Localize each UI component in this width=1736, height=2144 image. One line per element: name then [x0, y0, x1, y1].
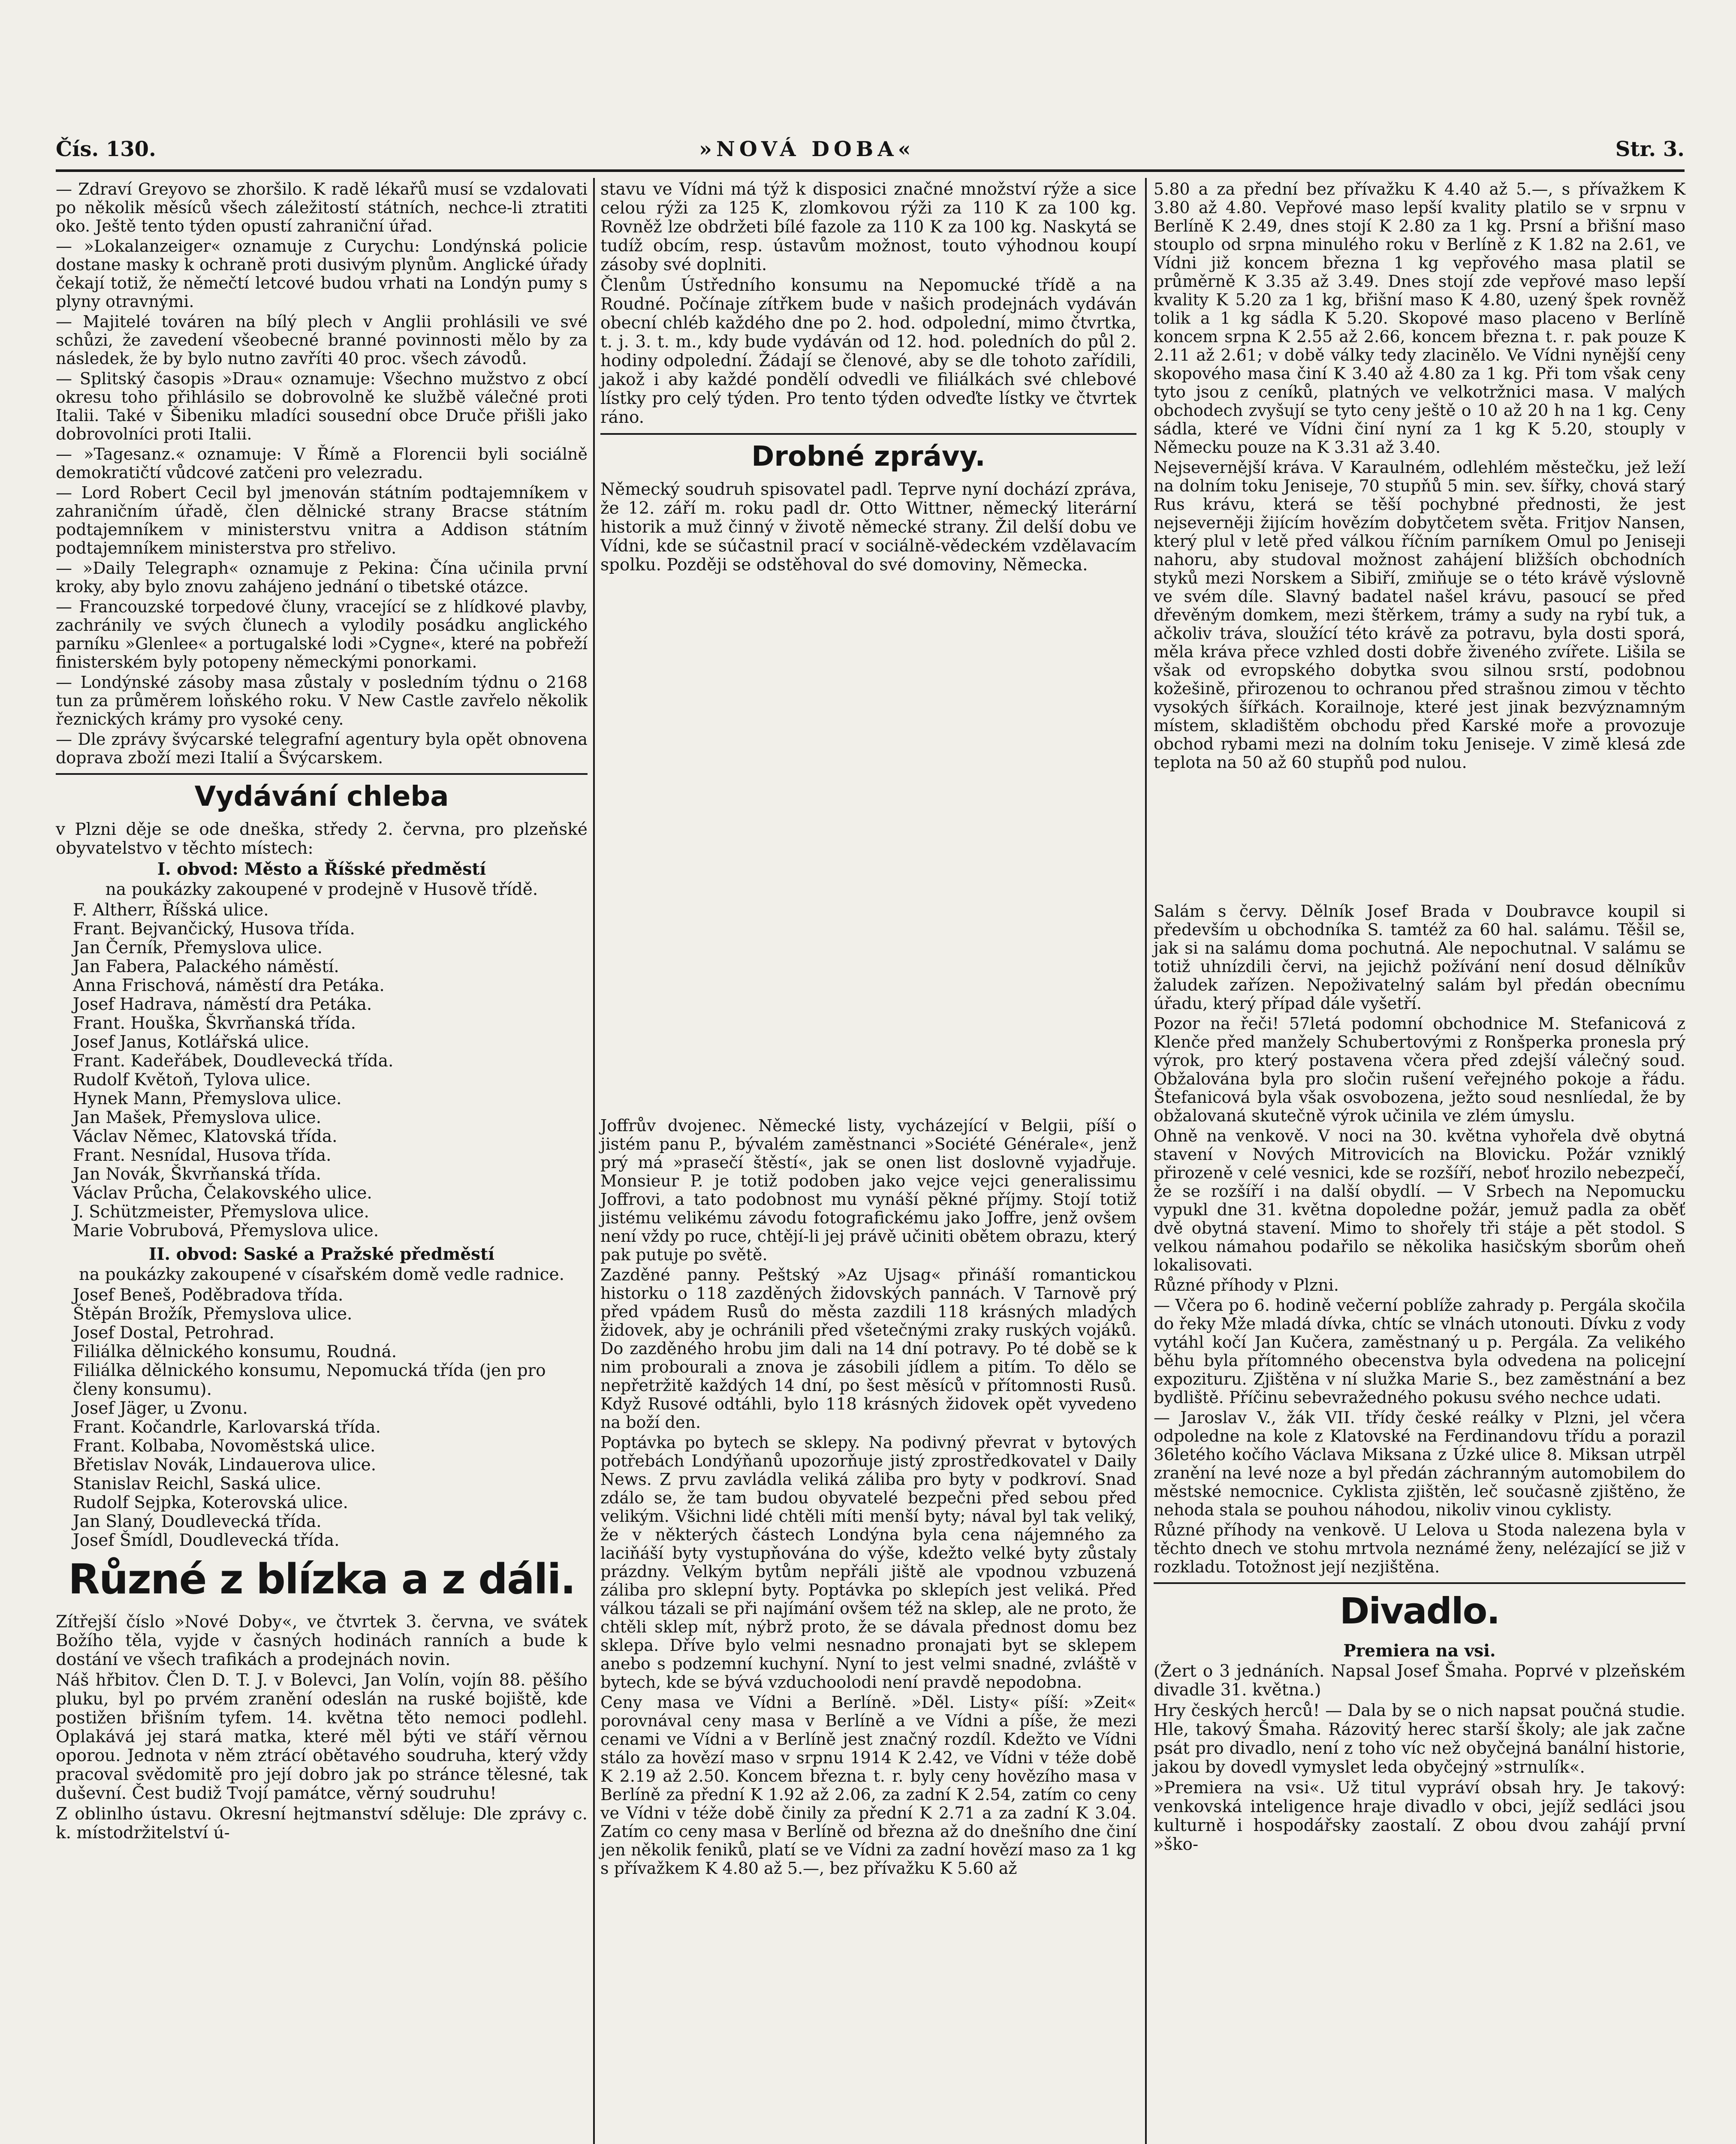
articles-mid	[1154, 902, 1685, 1576]
theatre-subheading: Premiera na vsi.	[1343, 1641, 1496, 1661]
section-divider	[600, 433, 1136, 435]
list-item: Václav Průcha, Čelakovského ulice.	[73, 1183, 372, 1203]
blank-space	[1154, 774, 1685, 902]
list-item: Stanislav Reichl, Saská ulice.	[73, 1474, 322, 1494]
header-rule	[56, 169, 1685, 172]
article-paragraph: stavu ve Vídni má týž k disposici značné množství rýže a sice celou rýži za 125 K, zlomkovou rýži za 110 K za 100 kg. Rovněž lze obdržeti bílé fazole za 110 K za 100 kg. Naskytá se tudíž obcím, resp. ústavům možnost, touto výhodnou koupí zásoby své doplniti.	[600, 180, 1136, 274]
list-item: Josef Dostal, Petrohrad.	[73, 1323, 274, 1343]
list-item: Filiálka dělnického konsumu, Roudná.	[73, 1342, 397, 1361]
article-paragraph: Salám s červy. Dělník Josef Brada v Doubravce koupil si především u obchodníka S. tamtéž za 60 hal. salámu. Těšil se, jak si na salámu doma pochutná. Ale nepochutnal. V salámu se totiž uhnízdili červi, na jejichž požívání není dosud dělníkův žaludek zařízen. Nepoživatelný salám byl předán obecnímu úřadu, který případ dále vyšetří.	[1154, 902, 1685, 1013]
list-item: Štěpán Brožík, Přemyslova ulice.	[73, 1304, 353, 1324]
list-item: Jan Černík, Přemyslova ulice.	[73, 938, 322, 958]
list-item: Frant. Houška, Škvrňanská třída.	[73, 1014, 356, 1033]
district2-list	[56, 1286, 588, 1550]
news-briefs	[56, 180, 588, 767]
list-item: Jan Mašek, Přemyslova ulice.	[73, 1108, 322, 1127]
bread-intro: v Plzni děje se ode dneška, středy 2. června, pro plzeňské obyvatelstvo v těchto místech:	[56, 820, 588, 858]
article-paragraph: Poptávka po bytech se sklepy. Na podivný převrat v bytových potřebách Londýňanů upozorňuje jistý zprostředkovatel v Daily News. Z prvu zavládla veliká záliba pro byty v podkroví. Snad zdálo se, že tam budou obyvatelé bezpečni před sebou před velikým. Všichni lidé chtěli míti menší byty; nával byl tak veliký, že v některých částech Londýna byla cena nájemného za laciňáší byty vystupňována do výše, kdežto velké byty zůstaly prázdny. Velkým bytům nepřáli jiště ale vpodnou vzbuzená záliba pro sklepní byty. Poptávka po sklepích jest veliká. Před válkou tázali se při najímání ovšem též na sklep, ale ne proto, že chtěli sklep mít, nýbrž proto, že se dávala přednost domu bez sklepa. Dříve bylo velmi nesnadno pronajati byt se sklepem anebo s podzemní kuchyní. Nyní to jest velmi snadné, zvláště v bytech, kde se bývá vzduchoolodi není pravdě nepodobna.	[600, 1433, 1136, 1692]
news-paragraph: — »Tagesanz.« oznamuje: V Římě a Florencii byli sociálně demokratičtí vůdcové zatčeni pro velezradu.	[56, 445, 588, 482]
near-far-heading: Různé z blízka a z dáli.	[68, 1555, 576, 1603]
list-item: Rudolf Květoň, Tylova ulice.	[73, 1070, 311, 1090]
theatre-heading: Divadlo.	[1339, 1590, 1500, 1632]
list-item: Břetislav Novák, Lindauerova ulice.	[73, 1455, 377, 1475]
list-item: Jan Slaný, Doudlevecká třída.	[73, 1512, 322, 1531]
article-paragraph: — Včera po 6. hodině večerní poblíže zahrady p. Pergála skočila do řeky Mže mladá dívka, chtíc se vlnách utonouti. Dívku z vody vytáhl kočí Jan Kučera, zaměstnaný u p. Pergála. Za velikého běhu byla přítomného obecenstva byla odvedena na policejní expozituru. Zjištěna v ní služka Marie S., bez zaměstnání a bez bydliště. Příčinu sebevražedného pokusu svého nechce udati.	[1154, 1296, 1685, 1407]
list-item: Frant. Bejvančický, Husova třída.	[73, 919, 355, 939]
list-item: Jan Fabera, Palackého náměstí.	[73, 957, 339, 976]
theatre-review	[1154, 1662, 1685, 1854]
list-item: Václav Němec, Klatovská třída.	[73, 1127, 338, 1146]
news-paragraph: — Dle zprávy švýcarské telegrafní agentury byla opět obnovena doprava zboží mezi Italií a Švýcarskem.	[56, 730, 588, 767]
column-1	[56, 180, 588, 1844]
column-3	[1154, 180, 1685, 1856]
news-paragraph: — Majitelé továren na bílý plech v Anglii prohlásili ve své schůzi, že zavedení všeobecné branné povinnosti mělo by za následek, že by bylo nutno zavříti 40 proc. všech závodů.	[56, 312, 588, 368]
article-paragraph: — Jaroslav V., žák VII. třídy české reálky v Plzni, jel včera odpoledne na kole z Klatovské na Ferdinandovu třídu a porazil 36letého kočího Václava Miksana z Úzké ulice 8. Miksan utrpěl zranění na levé noze a byl předán záchranným automobilem do městské nemocnice. Cyklista zjištěn, leč současně zjištěno, že nehoda stala se pouhou náhodou, nikoliv vinou cyklisty.	[1154, 1408, 1685, 1519]
list-item: Hynek Mann, Přemyslova ulice.	[73, 1089, 342, 1108]
district1-intro: na poukázky zakoupené v prodejně v Husově třídě.	[105, 880, 538, 899]
news-paragraph: — Francouzské torpedové čluny, vracející se z hlídkové plavby, zachránily ve svých člunech a vylodily posádku anglického parníku »Glenlee« a portugalské lodi »Cygne«, které na pobřeží finisterském byly potopeny německými ponorkami.	[56, 597, 588, 672]
page-number: Str. 3.	[1615, 137, 1685, 161]
list-item: Frant. Kadeřábek, Doudlevecká třída.	[73, 1051, 394, 1071]
article-paragraph: Zazděné panny. Peštský »Az Ujsag« přináší romantickou historku o 118 zazděných židovských pannách. V Tarnově prý před vpádem Rusů do města zazdili 118 krásných mladých židovek, aby je ochránili před všetečnými zraky ruských vojáků. Do zazděného hrobu jim dali na 14 dní potravy. Po té době se k nim probourali a znova je zásobili jídlem a pitím. To dělo se nepřetržitě každých 14 dní, po šest měsíců v přítomnosti Rusů. Když Rusové odtáhli, bylo 118 krásných židovek opět vyvedeno na boží den.	[600, 1265, 1136, 1432]
article-paragraph: Německý soudruh spisovatel padl. Teprve nyní dochází zpráva, že 12. září m. roku padl dr. Otto Wittner, německý literární historik a muž činný v životě německé strany. Žil delší dobu ve Vídni, kde se súčastnil prací v sociálně-vědeckém vzdělavacím spolku. Později se odstěhoval do své domoviny, Německa.	[600, 480, 1136, 575]
news-paragraph: — Londýnské zásoby masa zůstaly v posledním týdnu o 2168 tun za průměrem loňského roku. V New Castle zavřelo několik řeznických krámy pro vysoké ceny.	[56, 673, 588, 729]
articles-top	[600, 180, 1136, 427]
list-item: Josef Jäger, u Zvonu.	[73, 1399, 248, 1418]
district2-intro: na poukázky zakoupené v císařském domě vedle radnice.	[79, 1265, 564, 1284]
article-paragraph: Různé příhody v Plzni.	[1154, 1276, 1339, 1295]
article-paragraph: Hry českých herců! — Dala by se o nich napsat poučná studie. Hle, takový Šmaha. Rázovitý herec starší školy; ale jak začne psát pro divadlo, není z toho víc než obyčejná banální historie, jakou by dovedl vymyslet leda obyčejný »strnulík«.	[1154, 1701, 1685, 1777]
district1-heading: I. obvod: Město a Říšské předměstí	[157, 859, 486, 879]
short-news-heading: Drobné zprávy.	[751, 441, 986, 473]
list-item: Rudolf Sejpka, Koterovská ulice.	[73, 1493, 348, 1512]
article-paragraph: Z oblinlho ústavu. Okresní hejtmanství sděluje: Dle zprávy c. k. místodržitelství ú-	[56, 1804, 588, 1843]
article-paragraph: Nejsevernější kráva. V Karaulném, odlehlém městečku, jež leží na dolním toku Jeniseje, 70 stupňů 5 min. sev. šířky, chová starý Rus krávu, která se těší pochybné přednosti, že jest nejseverněji žijícím hovězím dobytčetem světa. Fritjov Nansen, který plul v letě před válkou říčním parníkem Omul po Jeniseji nahoru, aby studoval možnost zahájení bližších obchodních styků mezi Norskem a Sibiří, zmiňuje se o této krávě výslovně ve svém díle. Slavný badatel našel krávu, pasoucí se před dřevěným domkem, mezi štěrkem, trámy a sudy na rybí tuk, a ačkoliv tráva, sloužící této krávě za potravu, byla dosti sporá, měla kráva přece vzhled dosti dobře živeného zvířete. Lišila se však od evropského dobytka svou silnou srstí, podobnou kožešině, přirozenou to ochranou před strašnou zimou v těchto vysokých šířkách. Korailnoje, které jest jinak bezvýznamným místem, skladištěm obchodu před Karské moře a provozuje obchod rybami mezi na dolním toku Jeniseje. V zimě klesá zde teplota na 50 až 60 stupňů pod nulou.	[1154, 458, 1685, 772]
column-divider-1	[593, 178, 595, 2144]
list-item: Josef Beneš, Poděbradova třída.	[73, 1286, 344, 1305]
article-paragraph: Pozor na řeči! 57letá podomní obchodnice M. Stefanicová z Klenče před manžely Schubertovými z Ronšperka pronesla prý výrok, pro který postavena včera před zdejší válečný soud. Obžalována byla pro sločin rušení veřejného pokoje a řádu. Štefanicová byla však osvobozena, ježto soud nesnlíedal, že by obžalovaná skutečně výrok učinila ve zlém úmyslu.	[1154, 1014, 1685, 1125]
news-paragraph: — Splitský časopis »Drau« oznamuje: Všechno mužstvo z obcí okresu toho přihlásilo se dobrovolně ke službě válečné proti Italii. Také v Šibeniku mladíci sousední obce Druče přišli jako dobrovolníci proti Italii.	[56, 369, 588, 443]
news-paragraph: — Zdraví Greyovo se zhoršilo. K radě lékařů musí se vzdalovati po několik měsíců všech záležitostí státních, nechce-li ztratiti oko. Ještě tento týden opustí zahraniční úřad.	[56, 180, 588, 235]
article-paragraph: Ohně na venkově. V noci na 30. května vyhořela dvě obytná stavení v Nových Mitrovicích na Blovicku. Požár vzniklý přirozeně v celé vesnici, kde se rozšíří, neboť hrozilo nebezpečí, že se rozšíří i na další obydlí. — V Srbech na Nepomucku vypukl dne 31. května dopoledne požár, jemuž padla za oběť dvě obytná stavení. Mimo to shořely tři stáje a pět stodol. S velkou námahou podařilo se několika hasičským sborům oheň lokalisovati.	[1154, 1126, 1685, 1274]
news-paragraph: — Lord Robert Cecil byl jmenován státním podtajemníkem v zahraničním úřadě, člen dělnické strany Bracse státním podtajemníkem v ministerstvu vnitra a Addison státním podtajemníkem ministerstva pro střelivo.	[56, 483, 588, 557]
list-item: Josef Hadrava, náměstí dra Petáka.	[73, 995, 372, 1014]
article-paragraph: (Žert o 3 jednáních. Napsal Josef Šmaha. Poprvé v plzeňském divadle 31. května.)	[1154, 1662, 1685, 1700]
district2-heading: II. obvod: Saské a Pražské předměstí	[149, 1244, 494, 1264]
article-paragraph: »Premiera na vsi«. Už titul vypráví obsah hry. Je takový: venkovská inteligence hraje divadlo v obci, jejíž sedláci jsou kulturně i hospodářsky zaostalí. Z obou dvou zahájí první »ško-	[1154, 1778, 1685, 1854]
list-item: Frant. Kolbaba, Novoměstská ulice.	[73, 1436, 376, 1456]
short-news	[600, 480, 1136, 575]
newspaper-title: »NOVÁ DOBA«	[699, 137, 915, 161]
article-paragraph: Zítřejší číslo »Nové Doby«, ve čtvrtek 3. června, ve svátek Božího těla, vyjde v časných hodinách ranních a bude k dostání ve všech trafikách a prodejnách novin.	[56, 1612, 588, 1669]
articles-top	[1154, 180, 1685, 772]
list-item: Frant. Nesnídal, Husova třída.	[73, 1146, 332, 1165]
news-paragraph: — »Daily Telegraph« oznamuje z Pekina: Čína učinila první kroky, aby bylo znovu zahájeno jednání o tibetské otázce.	[56, 559, 588, 596]
column-2	[600, 180, 1136, 1879]
article-paragraph: Ceny masa ve Vídni a Berlíně. »Děl. Listy« píší: »Zeit« porovnával ceny masa v Berlíně a ve Vídni a píše, že mezi cenami ve Vídni a v Berlíně jest značný rozdíl. Kdežto ve Vídni stálo za hovězí maso v srpnu 1914 K 2.42, ve Vídni v téže době K 2.19 až 2.50. Koncem března t. r. byly ceny hovězího masa v Berlíně za přední K 1.92 až 2.06, za zadní K 2.54, zatím co ceny ve Vídni v téže době činily za přední K 2.71 a za zadní K 3.04. Zatím co ceny masa v Berlíně od března až do dnešního dne činí jen několik feniků, platí se ve Vídni za zadní hovězí maso za 1 kg s přívažkem K 4.80 až 5.—, bez přívažku K 5.60 až	[600, 1693, 1136, 1878]
list-item: Jan Novák, Škvrňanská třída.	[73, 1165, 321, 1184]
list-item: Josef Šmídl, Doudlevecká třída.	[73, 1531, 340, 1550]
list-item: F. Altherr, Říšská ulice.	[73, 900, 269, 920]
list-item: Josef Janus, Kotlářská ulice.	[73, 1033, 310, 1052]
list-item: Frant. Kočandrle, Karlovarská třída.	[73, 1418, 381, 1437]
section-divider	[56, 773, 588, 775]
section-divider	[1154, 1582, 1685, 1584]
list-item: Marie Vobrubová, Přemyslova ulice.	[73, 1221, 379, 1241]
article-paragraph: 5.80 a za přední bez přívažku K 4.40 až 5.—, s přívažkem K 3.80 až 4.80. Vepřové maso lepší kvality platilo se v srpnu v Berlíně K 2.49, dnes stojí K 2.80 za 1 kg. Prsní a břišní maso stouplo od srpna minulého roku v Berlíně z K 1.82 na 2.61, ve Vídni již koncem března 1 kg vepřového masa platil se průměrně K 3.35 až 3.49. Dnes stojí zde vepřové maso lepší kvality K 5.20 za 1 kg, břišní maso K 4.80, uzený špek rovněž tolik a 1 kg sádla K 5.20. Skopové maso placeno v Berlíně koncem srpna K 2.55 až 2.66, koncem března t. r. pak pouze K 2.11 až 2.61; v době války tedy zlacinělo. Ve Vídni nynější ceny skopového masa činí K 3.40 až 4.80 za 1 kg. Při tom však ceny tyto jsou z ceníků, platných ve velkotržnici masa. V malých obchodech zvyšují se tyto ceny ještě o 10 až 20 h na 1 kg. Ceny sádla, které ve Vídni činí nyní za 1 kg K 5.20, stouply v Německu pouze na K 3.31 až 3.40.	[1154, 180, 1685, 457]
blank-space	[600, 576, 1136, 1117]
article-paragraph: Joffrův dvojenec. Německé listy, vycházející v Belgii, píší o jistém panu P., bývalém zaměstnanci »Société Générale«, jenž prý má »prasečí štěstí«, jak se onen list doslovně vyjadřuje. Monsieur P. je totiž podoben jako vejce vejci generalissimu Joffrovi, a tato podobnost mu vynáší pěkné příjmy. Stojí totiž jistému velikému závodu fotografickému jako Joffre, jenž ovšem není vždy po ruce, chtějí-li jej právě učiniti obětem obrazu, který pak putuje po světě.	[600, 1116, 1136, 1264]
article-paragraph: Členům Ústředního konsumu na Nepomucké třídě a na Roudné. Počínaje zítřkem bude v našich prodejnách vydáván obecní chléb každého dne po 2. hod. odpolední, mimo čtvrtka, t. j. 3. t. m., kdy bude vydáván od 12. hod. poledních do půl 2. hodiny odpolední. Žádají se členové, aby se dle tohoto zařídili, jakož i aby každé pondělí odvedli ve filiálkách své chlebové lístky pro celý týden. Pro tento týden odveďte lístky ve čtvrtek ráno.	[600, 276, 1136, 427]
page-header	[56, 129, 1685, 167]
issue-number: Čís. 130.	[56, 137, 156, 161]
column-divider-2	[1145, 178, 1147, 2144]
articles-lower	[600, 1117, 1136, 1878]
news-paragraph: — »Lokalanzeiger« oznamuje z Curychu: Londýnská policie dostane masky k ochraně proti dusivým plynům. Anglické úřady čekají totiž, že němečtí letcové budou vrhati na Londýn pumy s plyny otravnými.	[56, 237, 588, 311]
bread-heading: Vydávání chleba	[194, 781, 449, 813]
district1-list	[56, 901, 588, 1241]
article-paragraph: Náš hřbitov. Člen D. T. J. v Bolevci, Jan Volín, vojín 88. pěšího pluku, byl po prvém zranění odeslán na ruské bojiště, kde postižen břišním tyfem. 14. května těto nemoci podlehl. Oplakává jej stará matka, které měl býti ve stáří věrnou oporou. Jednota v něm ztrácí obětavého soudruha, který vždy pracoval svědomitě pro její dobro jak po stránce tělesné, tak duševní. Čest budiž Tvojí památce, věrný soudruhu!	[56, 1671, 588, 1803]
list-item: Anna Frischová, náměstí dra Petáka.	[73, 976, 385, 995]
article-paragraph: Různé příhody na venkově. U Lelova u Stoda nalezena byla v těchto dnech ve stohu mrtvola neznámé ženy, nelézající se již v rozkladu. Totožnost její nezjištěna.	[1154, 1521, 1685, 1576]
list-item: J. Schützmeister, Přemyslova ulice.	[73, 1202, 369, 1222]
list-item: Filiálka dělnického konsumu, Nepomucká třída (jen pro členy konsumu).	[73, 1361, 546, 1399]
near-far-articles	[56, 1613, 588, 1843]
